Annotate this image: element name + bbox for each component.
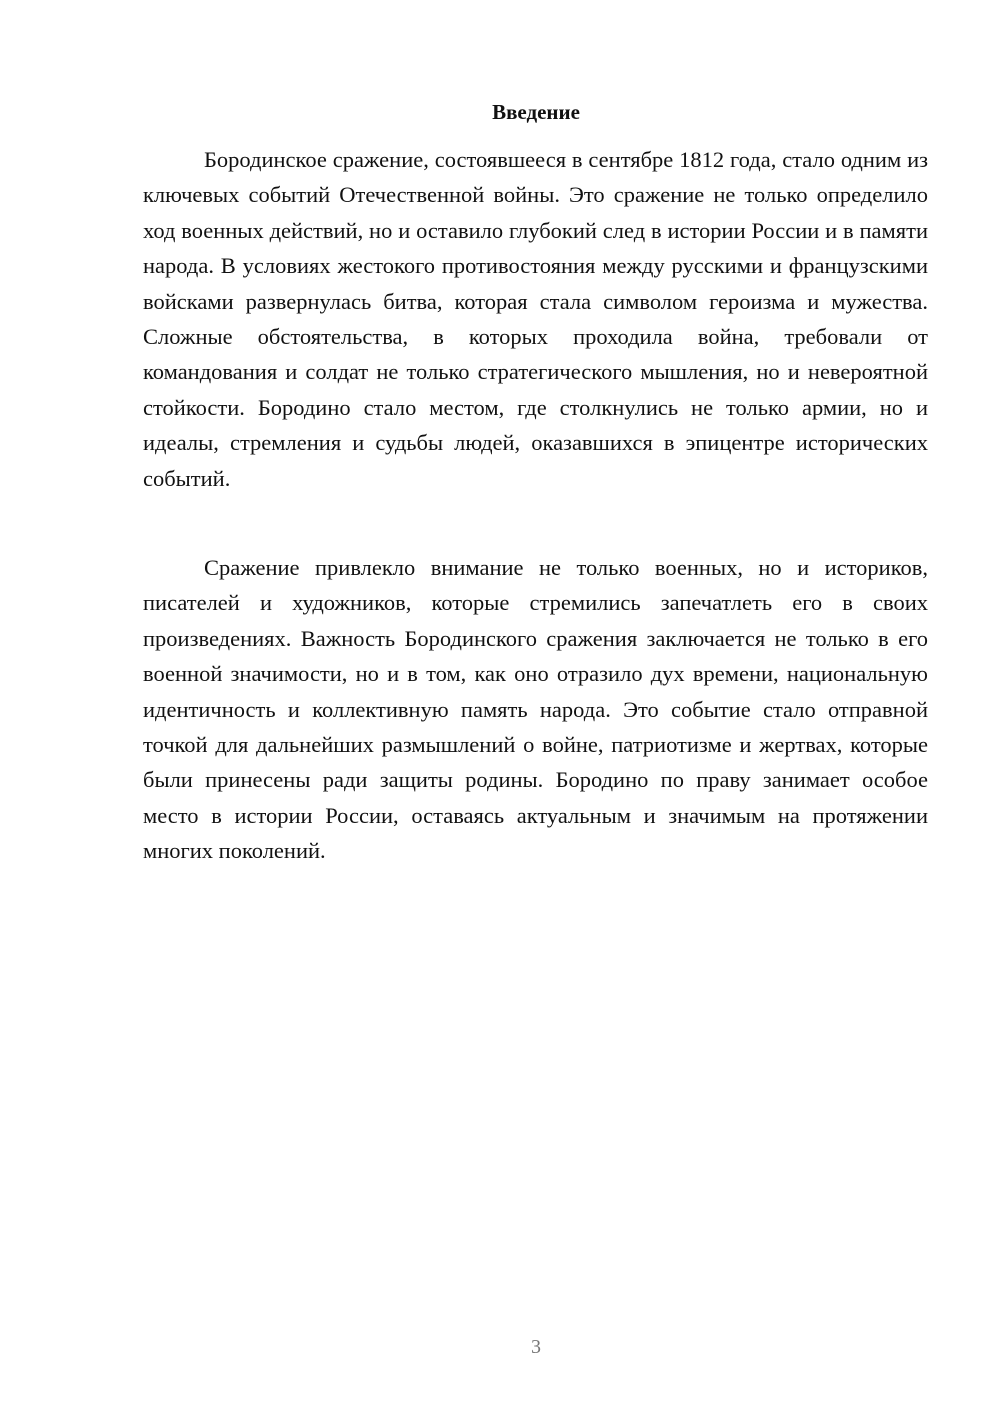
paragraph-1: Бородинское сражение, состоявшееся в сентябре 1812 года, стало одним из ключевых событий Отечественной войны. Это сражение не только определило ход военных действий, но и оставило глубокий след в истории России и в памяти народа. В условиях жестокого противостояния между русскими и французскими войсками развернулась битва, которая стала символом героизма и мужества. Сложные обстоятельства, в которых проходила война, требовали от командования и солдат не только стратегического мышления, но и невероятной стойкости. Бородино стало местом, где столкнулись не только армии, но и идеалы, стремления и судьбы людей, оказавшихся в эпицентре исторических событий. <box>143 147 928 491</box>
page-number: 3 <box>531 1336 541 1358</box>
section-heading: Введение <box>492 100 580 124</box>
paragraph-2: Сражение привлекло внимание не только военных, но и историков, писателей и художников, которые стремились запечатлеть его в своих произведениях. Важность Бородинского сражения заключается не только в его военной значимости, но и в том, как оно отразило дух времени, национальную идентичность и коллективную память народа. Это событие стало отправной точкой для дальнейших размышлений о войне, патриотизме и жертвах, которые были принесены ради защиты родины. Бородино по праву занимает особое место в истории России, оставаясь актуальным и значимым на протяжении многих поколений. <box>143 555 928 864</box>
